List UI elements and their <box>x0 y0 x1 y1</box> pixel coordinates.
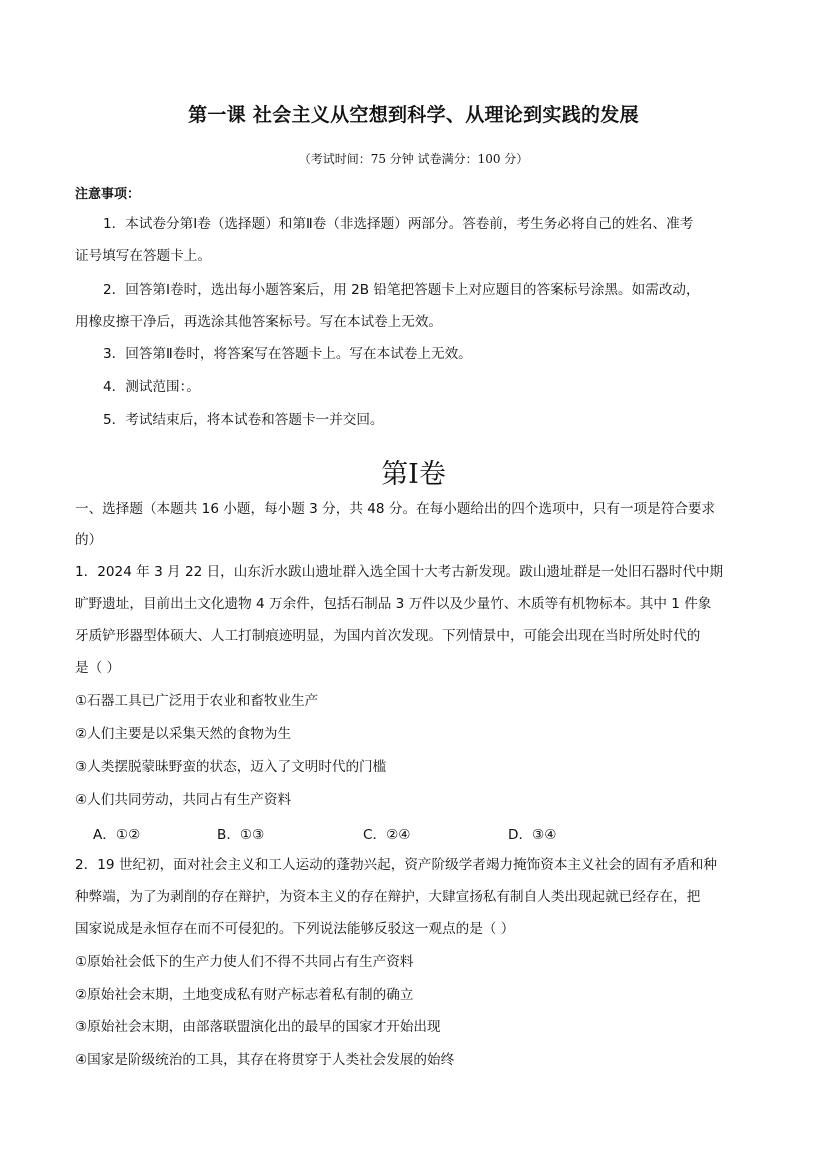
note-item-1-line-2: 证号填写在答题卡上。 <box>75 248 211 264</box>
section-instruction-line-2: 的） <box>75 532 103 548</box>
q2-statement-4: ④国家是阶级统治的工具，其存在将贯穿于人类社会发展的始终 <box>75 1052 455 1068</box>
exam-info: （考试时间：75 分钟 试卷满分：100 分） <box>298 152 529 166</box>
notes-heading: 注意事项： <box>75 187 141 202</box>
q1-statement-3: ③人类摆脱蒙昧野蛮的状态，迈入了文明时代的门槛 <box>75 759 387 775</box>
q1-option-d: D．③④ <box>508 827 557 843</box>
note-item-3: 3．回答第Ⅱ卷时，将答案写在答题卡上。写在本试卷上无效。 <box>103 346 472 362</box>
q1-stem-line-2: 旷野遗址，目前出土文化遗物 4 万余件，包括石制品 3 万件以及少量竹、木质等有机物标本。其中 1 件象 <box>75 596 712 612</box>
q1-statement-1: ①石器工具已广泛用于农业和畜牧业生产 <box>75 693 319 709</box>
q1-option-c: C．②④ <box>363 827 411 843</box>
q1-stem-line-3: 牙质铲形器型体硕大、人工打制痕迹明显，为国内首次发现。下列情景中，可能会出现在当时所处时代的 <box>75 628 701 644</box>
q2-statement-1: ①原始社会低下的生产力使人们不得不共同占有生产资料 <box>75 954 414 970</box>
q2-stem-line-3: 国家说成是永恒存在而不可侵犯的。下列说法能够反驳这一观点的是（ ） <box>75 921 515 937</box>
q1-statement-2: ②人们主要是以采集天然的食物为生 <box>75 726 292 742</box>
q1-option-a: A．①② <box>93 827 141 843</box>
q1-option-b: B．①③ <box>217 827 265 843</box>
note-item-4: 4．测试范围：。 <box>103 379 201 395</box>
note-item-2-line-1: 2．回答第Ⅰ卷时，选出每小题答案后，用 2B 铅笔把答题卡上对应题目的答案标号涂黑。如需改动， <box>103 282 700 298</box>
q2-statement-2: ②原始社会末期，土地变成私有财产标志着私有制的确立 <box>75 987 414 1003</box>
section-instruction-line-1: 一、选择题（本题共 16 小题，每小题 3 分，共 48 分。在每小题给出的四个选项中，只有一项是符合要求 <box>75 501 716 517</box>
note-item-2-line-2: 用橡皮擦干净后，再选涂其他答案标号。写在本试卷上无效。 <box>75 314 443 330</box>
note-item-5: 5．考试结束后，将本试卷和答题卡一并交回。 <box>103 412 384 428</box>
q2-stem-line-2: 种弊端，为了为剥削的存在辩护，为资本主义的存在辩护，大肆宣扬私有制自人类出现起就已经存在，把 <box>75 889 701 905</box>
q1-stem-line-4: 是（ ） <box>75 660 121 676</box>
section-title: 第Ⅰ卷 <box>381 459 446 490</box>
q2-stem-line-1: 2．19 世纪初，面对社会主义和工人运动的蓬勃兴起，资产阶级学者竭力掩饰资本主义社会的固有矛盾和种 <box>75 857 717 873</box>
q1-stem-line-1: 1．2024 年 3 月 22 日，山东沂水跋山遗址群入选全国十大考古新发现。跋山遗址群是一处旧石器时代中期 <box>75 564 724 580</box>
q1-statement-4: ④人们共同劳动，共同占有生产资料 <box>75 792 292 808</box>
page-title: 第一课 社会主义从空想到科学、从理论到实践的发展 <box>188 104 639 126</box>
q1-options <box>0 823 827 843</box>
q2-statement-3: ③原始社会末期，由部落联盟演化出的最早的国家才开始出现 <box>75 1019 441 1035</box>
note-item-1-line-1: 1．本试卷分第Ⅰ卷（选择题）和第Ⅱ卷（非选择题）两部分。答卷前，考生务必将自己的姓名、准考 <box>103 216 694 232</box>
